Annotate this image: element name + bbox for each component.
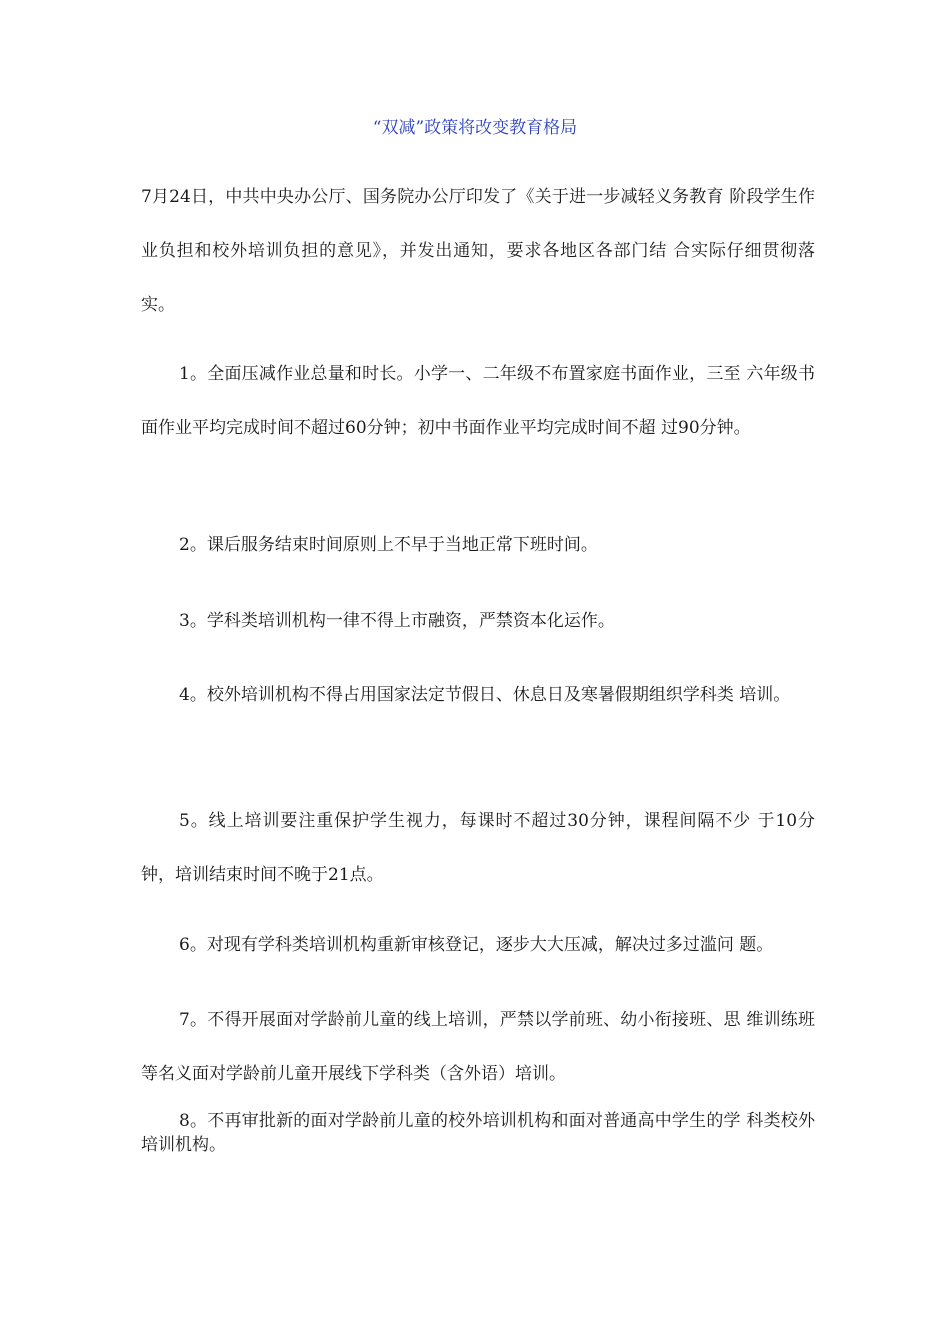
list-item-4: 4。校外培训机构不得占用国家法定节假日、休息日及寒暑假期组织学科类 培训。 <box>179 685 791 705</box>
list-item-7: 7。不得开展面对学龄前儿童的线上培训，严禁以学前班、幼小衔接班、思 维训练班等名义面对学龄前儿童开展线下学科类（含外语）培训。 <box>141 1010 815 1084</box>
list-item-5: 5。线上培训要注重保护学生视力，每课时不超过30分钟，课程间隔不少 于10分钟，培训结束时间不晚于21点。 <box>141 811 815 885</box>
intro-paragraph: 7月24日，中共中央办公厅、国务院办公厅印发了《关于进一步减轻义务教育 阶段学生作业负担和校外培训负担的意见》，并发出通知，要求各地区各部门结 合实际仔细贯彻落实。 <box>141 187 815 315</box>
document-title: “双减”政策将改变教育格局 <box>372 118 578 138</box>
list-item-6: 6。对现有学科类培训机构重新审核登记，逐步大大压减，解决过多过滥问 题。 <box>179 935 774 955</box>
list-item-2: 2。课后服务结束时间原则上不早于当地正常下班时间。 <box>179 535 598 555</box>
list-item-1: 1。全面压减作业总量和时长。小学一、二年级不布置家庭书面作业，三至 六年级书面作业平均完成时间不超过60分钟；初中书面作业平均完成时间不超 过90分钟。 <box>141 364 815 438</box>
list-item-8: 8。不再审批新的面对学龄前儿童的校外培训机构和面对普通高中学生的学 科类校外培训机构。 <box>141 1111 815 1155</box>
list-item-3: 3。学科类培训机构一律不得上市融资，严禁资本化运作。 <box>179 611 615 631</box>
